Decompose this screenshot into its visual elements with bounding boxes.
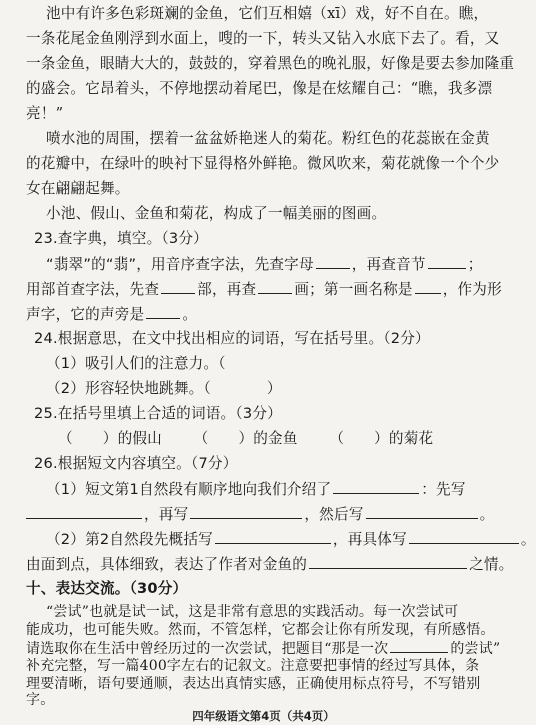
passage-line: 的花瓣中，在绿叶的映衬下显得格外鲜艳。微风吹来，菊花就像一个个少 — [26, 155, 500, 172]
answer-blank[interactable] — [190, 504, 302, 519]
question-25-title: 25.在括号里填上合适的词语。（3分） — [34, 405, 282, 422]
passage-line: 池中有许多色彩斑斓的金鱼，它们互相嬉（xī）戏，好不自在。瞧， — [46, 5, 489, 22]
question-23-line: “翡翠”的“翡”，用音序查字法，先查字母 ，再查音节 ； — [46, 256, 483, 273]
passage-line: 一条金鱼，眼睛大大的，鼓鼓的，穿着黑色的晚礼服，好像是要去参加隆重 — [26, 55, 515, 72]
question-23-line: 用部首查字法，先查 部，再查 画；第一画名称是 ，作为形 — [26, 281, 502, 298]
answer-blank[interactable] — [390, 638, 448, 653]
answer-blank[interactable] — [161, 279, 195, 294]
question-26-line: ，再写 ，然后写 。 — [26, 504, 527, 525]
answer-blank[interactable] — [409, 529, 519, 544]
answer-blank[interactable] — [366, 504, 478, 519]
essay-prompt-line: “尝试”也就是试一试，这是非常有意思的实践活动。每一次尝试可 — [46, 604, 459, 620]
question-26-line: （2）第2自然段先概括写 ，再具体写 。 — [46, 531, 536, 548]
answer-blank[interactable] — [333, 479, 419, 494]
answer-blank[interactable] — [215, 529, 331, 544]
question-24-title: 24.根据意思，在文中找出相应的词语，写在括号里。（2分） — [34, 330, 430, 347]
passage-line: 亮！” — [26, 105, 64, 122]
question-26-title: 26.根据短文内容填空。（7分） — [34, 455, 238, 472]
answer-blank[interactable] — [415, 279, 441, 294]
answer-blank[interactable] — [309, 554, 467, 569]
answer-blank[interactable] — [258, 279, 292, 294]
essay-prompt-line: 理要清晰，语句要通顺，表达出真情实感，正确使用标点符号，不写错别 — [26, 676, 481, 692]
question-25-items: （ ）的假山 （ ）的金鱼 （ ）的菊花 — [58, 430, 434, 447]
question-26-line: 由面到点，具体细致，表达了作者对金鱼的 之情。 — [26, 556, 514, 573]
essay-prompt-line: 能成功，也可能失败。然而，不管怎样，它都会让你有所发现，有所感悟。 — [26, 622, 495, 638]
question-23-line: 声字，它的声旁是 。 — [26, 306, 198, 323]
passage-line: 一条花尾金鱼刚浮到水面上，嗖的一下，转头又钻入水底下去了。看，又 — [26, 30, 500, 47]
passage-line: 小池、假山、金鱼和菊花，构成了一幅美丽的图画。 — [46, 205, 387, 222]
passage-line: 的盛会。它昂着头，不停地摆动着尾巴，像是在炫耀自己：“瞧，我多漂 — [26, 80, 493, 97]
question-24-item-2: （2）形容轻快地跳舞。（ ） — [46, 380, 282, 397]
question-23-title: 23.查字典，填空。（3分） — [34, 230, 208, 247]
passage-line: 喷水池的周围，摆着一盆盆娇艳迷人的菊花。粉红色的花蕊嵌在金黄 — [46, 130, 490, 147]
answer-blank[interactable] — [146, 304, 180, 319]
essay-prompt-line: 补充完整，写一篇400字左右的记叙文。注意要把事情的经过写具体，条 — [26, 658, 480, 674]
section-10-title: 十、表达交流。（30分） — [26, 580, 188, 597]
question-26-line: （1）短文第1自然段有顺序地向我们介绍了 ：先写 — [46, 481, 466, 498]
answer-blank[interactable] — [316, 254, 350, 269]
page-footer: 四年级语文第4页（共4页） — [192, 709, 335, 723]
passage-line: 女在翩翩起舞。 — [26, 180, 130, 197]
question-24-item-1: （1）吸引人们的注意力。（ — [46, 355, 226, 372]
essay-prompt-line: 字。 — [26, 692, 55, 708]
essay-prompt-line: 请选取你在生活中曾经历过的一次尝试，把题目“那是一次 的尝试” — [26, 638, 527, 659]
answer-blank[interactable] — [26, 504, 142, 519]
answer-blank[interactable] — [428, 254, 466, 269]
